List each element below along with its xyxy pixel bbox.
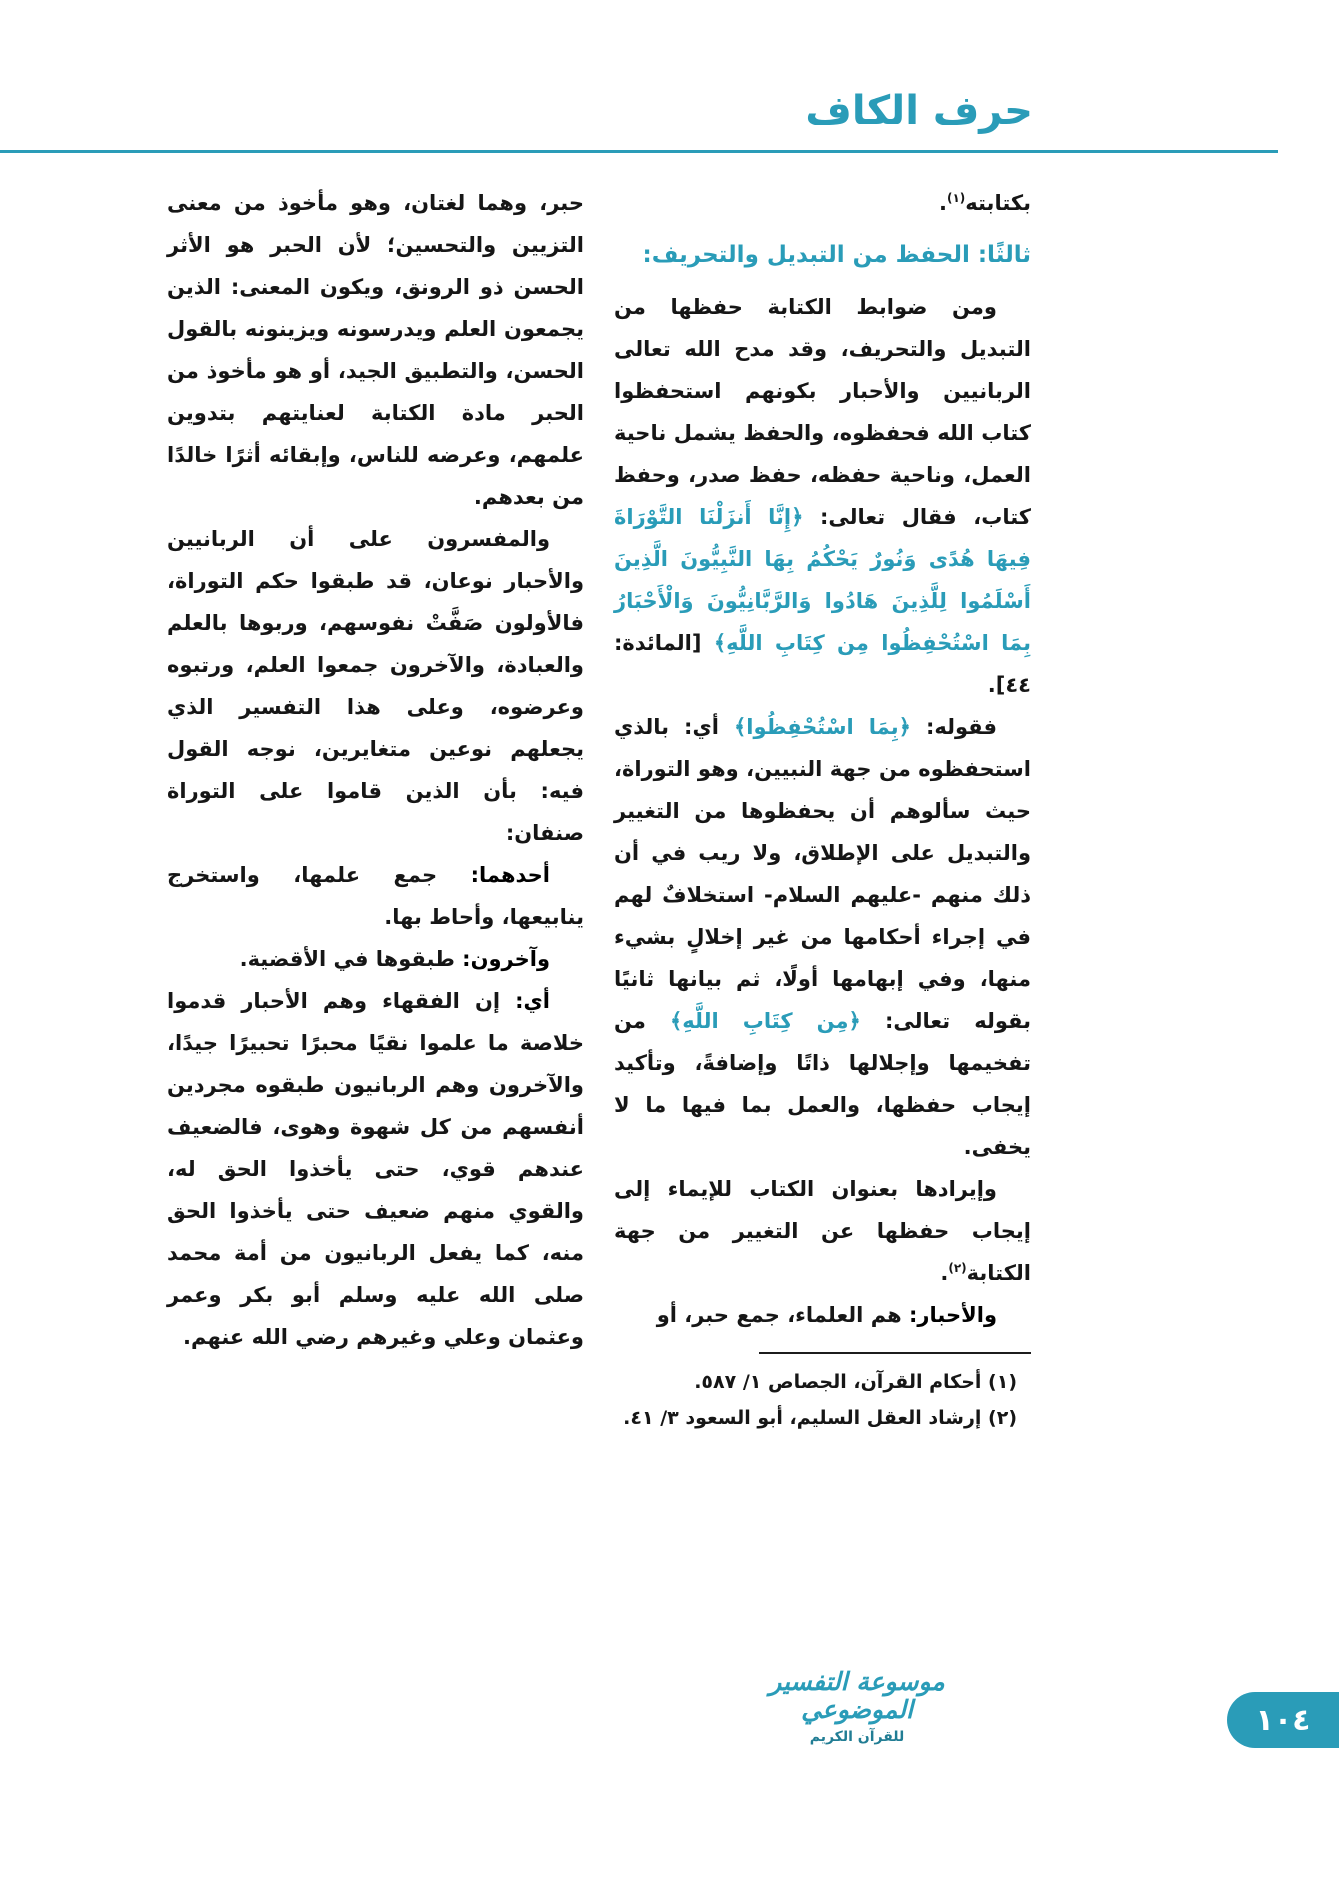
footnote-list <box>614 1364 1031 1436</box>
text-segment: من تفخيمها وإجلالها ذاتًا وإضافةً، وتأكيد إيجاب حفظها، والعمل بما فيها ما لا يخفى. <box>614 1009 1031 1159</box>
quran-verse: ﴿إِنَّا أَنزَلْنَا التَّوْرَاةَ فِيهَا هُدًى وَنُورٌ يَحْكُمُ بِهَا النَّبِيُّونَ الَّذِينَ أَسْلَمُوا لِلَّذِينَ هَادُوا وَالرَّبَّانِيُّونَ وَالْأَحْبَارُ بِمَا اسْتُحْفِظُوا مِن كِتَابِ اللَّهِ﴾ <box>614 505 1031 655</box>
paragraph <box>167 182 584 518</box>
text-segment: هم العلماء، جمع حبر، أو <box>656 1303 910 1327</box>
text-segment: إن الفقهاء وهم الأحبار قدموا خلاصة ما علموا نقيًا محبرًا تحبيرًا جيدًا، والآخرون وهم الربانيون طبقوه مجردين أنفسهم من كل شهوة وهوى، فالضعيف عندهم قوي، حتى يأخذوا الحق له، والقوي منهم ضعيف حتى يأخذوا الحق منه، كما يفعل الربانيون من أمة محمد صلى الله عليه وسلم أبو بكر وعمر وعثمان وعلي وغيرهم رضي الله عنهم. <box>167 989 584 1349</box>
lead-word: والأحبار: <box>909 1303 997 1327</box>
text-segment: . <box>938 191 947 215</box>
paragraph <box>614 706 1031 1168</box>
text-segment: فقوله: <box>910 715 997 739</box>
section-heading <box>614 234 1031 276</box>
column-right <box>614 182 1031 1436</box>
text-segment: (٢) إرشاد العقل السليم، أبو السعود ٣/ ٤١. <box>623 1407 1017 1429</box>
footnotes <box>614 1352 1031 1436</box>
text-columns <box>167 182 1031 1436</box>
publisher-logo-title: موسوعة التفسير الموضوعي <box>769 1667 945 1724</box>
publisher-logo <box>752 1668 962 1745</box>
paragraph <box>614 286 1031 706</box>
text-segment: أي: بالذي استحفظوه من جهة النبيين، وهو التوراة، حيث سألوهم أن يحفظوها من التغيير والتبديل على الإطلاق، ولا ريب في أن ذلك منهم -عليهم السلام- استخلافٌ لهم في إجراء أحكامها من غير إخلالٍ بشيء منها، وفي إبهامها أولًا، ثم بيانها ثانيًا بقوله تعالى: <box>614 715 1032 1033</box>
footnote-marker: (١) <box>946 191 966 205</box>
text-segment: طبقوها في الأقضية. <box>239 947 463 971</box>
footnote-marker: (٢) <box>948 1261 967 1275</box>
quran-verse: ﴿مِن كِتَابِ اللَّهِ﴾ <box>670 1009 861 1033</box>
publisher-logo-subtitle: للقرآن الكريم <box>809 1729 905 1745</box>
paragraph <box>167 980 584 1358</box>
footnote-separator <box>759 1352 1031 1354</box>
lead-word: أي: <box>515 989 550 1013</box>
text-segment: . <box>940 1261 949 1285</box>
paragraph <box>614 1294 1031 1336</box>
paragraph <box>614 1168 1031 1294</box>
page-number: ١٠٤ <box>1255 1702 1311 1738</box>
paragraph <box>614 182 1031 224</box>
text-segment: حبر، وهما لغتان، وهو مأخوذ من معنى التزيين والتحسين؛ لأن الحبر هو الأثر الحسن ذو الرونق، ويكون المعنى: الذين يجمعون العلم ويدرسونه ويزينونه بالقول الحسن، والتطبيق الجيد، أو هو مأخوذ من الحبر مادة الكتابة لعنايتهم بتدوين علمهم، وعرضه للناس، وإبقائه أثرًا خالدًا من بعدهم. <box>167 191 584 509</box>
column-left-body <box>167 182 584 1358</box>
paragraph <box>167 854 584 938</box>
lead-word: أحدهما: <box>470 863 550 887</box>
text-segment: وإيرادها بعنوان الكتاب للإيماء إلى إيجاب حفظها عن التغيير من جهة الكتابة <box>614 1177 1031 1285</box>
lead-word: وآخرون: <box>462 947 550 971</box>
paragraph <box>167 938 584 980</box>
text-segment: بكتابته <box>965 191 1031 215</box>
chapter-title: حرف الكاف <box>805 88 1033 134</box>
paragraph <box>614 1364 1031 1400</box>
page-number-badge <box>1227 1692 1339 1748</box>
text-segment: ومن ضوابط الكتابة حفظها من التبديل والتحريف، وقد مدح الله تعالى الربانيين والأحبار بكونهم استحفظوا كتاب الله فحفظوه، والحفظ يشمل ناحية العمل، وناحية حفظه، حفظ صدر، وحفظ كتاب، فقال تعالى: <box>614 295 1031 529</box>
paragraph <box>614 1400 1031 1436</box>
text-segment: جمع علمها، واستخرج ينابيعها، وأحاط بها. <box>167 863 584 929</box>
text-segment: ثالثًا: الحفظ من التبديل والتحريف: <box>642 242 1031 268</box>
text-segment: (١) أحكام القرآن، الجصاص ١/ ٥٨٧. <box>694 1371 1017 1393</box>
paragraph <box>167 518 584 854</box>
text-segment: والمفسرون على أن الربانيين والأحبار نوعان، قد طبقوا حكم التوراة، فالأولون صَفَّتْ نفوسهم، وربوها بالعلم والعبادة، والآخرون جمعوا العلم، ورتبوه وعرضوه، وعلى هذا التفسير الذي يجعلهم نوعين متغايرين، نوجه القول فيه: بأن الذين قاموا على التوراة صنفان: <box>167 527 584 845</box>
column-right-body <box>614 182 1031 1336</box>
header-divider <box>0 150 1278 153</box>
text-segment: [المائدة: ٤٤]. <box>614 631 1031 697</box>
column-left <box>167 182 584 1358</box>
quran-verse: ﴿بِمَا اسْتُحْفِظُوا﴾ <box>733 715 911 739</box>
